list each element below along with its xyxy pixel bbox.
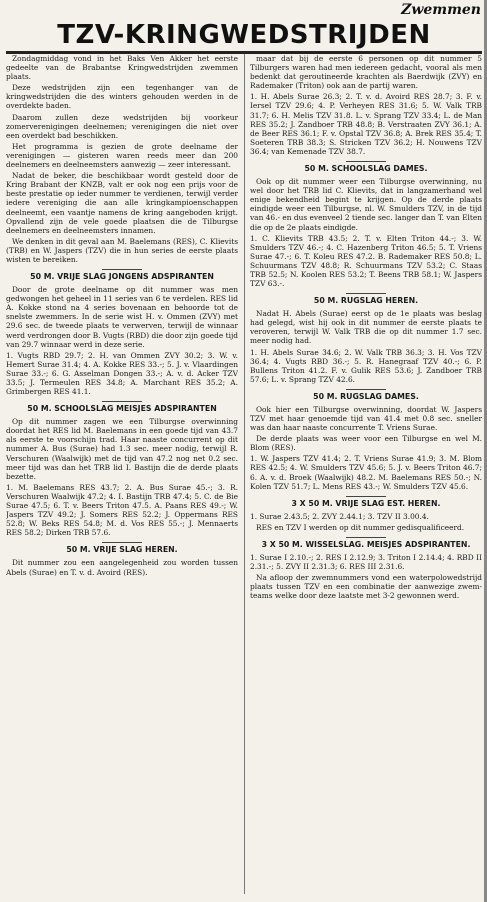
body-paragraph: RES en TZV I werden op dit nummer gedisqualificeerd. [256,522,465,532]
subheading-text: 3 X 50 M. VRIJE SLAG EST. HEREN. [291,498,441,508]
article-subheading [6,269,238,282]
body-paragraph: Ook op dit nummer weer een Tilburgse overwinning, nu wel door het TRB lid C. Klievits, dat in langzamerhand wel enige bekendheid begint te krijgen. Op de derde plaats eindigde weer een Tilburgse, nl. W. Smulders TZV, in de tijd van 46.- en dus evenveel 2 tiende sec. langer dan T. van Elten die op de 2e plaats eindigde. [250,177,482,232]
subheading-text: 50 M. VRIJE SLAG JONGENS ADSPIRANTEN [30,272,214,282]
subheading-text: 50 M. VRIJE SLAG HEREN. [66,545,178,555]
headline: TZV-KRINGWEDSTRIJDEN [57,20,431,50]
body-paragraph: maar dat bij de eerste 6 personen op dit nummer 5 Tilburgers waren had men iedereen gedacht, vooral als men bedenkt dat geroutineerde krachten als Baerdwijk (ZVY) en Rademaker (Triton) ook aan de partij waren. [250,54,482,91]
section-tag: Zwemmen [401,2,481,18]
results-paragraph: 1. Surae I 2.10.-; 2. RES I 2.12.9; 3. Triton I 2.14.4; 4. RBD II 2.31.-; 5. ZVY II 2.31.3; 6. RES III 2.31.6. [250,552,482,572]
subheading-text: 50 M. SCHOOLSLAG DAMES. [304,164,428,174]
article-subheading [250,537,482,550]
subheading-rule [346,161,386,162]
subheading-text: 50 M. SCHOOLSLAG MEISJES ADSPIRANTEN [27,404,217,414]
body-paragraph: Daarom zullen deze wedstrijden bij voorkeur zomerverenigingen deelnemen; verenigingen die niet over een overdekt bad beschikken. [6,112,238,140]
body-paragraph: Ook hier een Tilburgse overwinning, doordat W. Jaspers TZV met haar genoemde tijd van 41.4 met 0.8 sec. sneller was dan haar naaste concurrente T. Vriens Surae. [250,404,482,433]
results-paragraph: 1. Vugts RBD 29.7; 2. H. van Ommen ZVY 30.2; 3. W. v. Hemert Surae 31.4; 4. A. Kokke RES 33.-; 5. J. v. Vlaardingen Surae 33.-; 6. G. Asselman Dongen 33.-; A. v. d. Acker TZV 33.5; J. Termeulen RES 34.8; A. Marchant RES 35.2; A. Grimbergen RES 41.1. [6,350,238,397]
subheading-text: 3 X 50 M. WISSELSLAG. MEISJES ADSPIRANTEN. [261,539,471,549]
results-paragraph: 1. W. Jaspers TZV 41.4; 2. T. Vriens Surae 41.9; 3. M. Blom RES 42.5; 4. W. Smulders TZV 45.6; 5. J. v. Beers Triton 46.7; 6. A. v. d. Broek (Waalwijk) 48.2. M. Baelemans RES 50.-; N. Kolen TZV 51.7; L. Mens RES 43.-; W. Smulders TZV 45.6. [250,454,482,491]
body-paragraph: Op dit nummer zagen we een Tilburgse overwinning doordat het RES lid M. Baelemans in een goede tijd van 43.7 als eerste te voorschijn trad. Haar naaste concurrent op dit nummer A. Bus (Surae) had 1.3 sec. meer nodig, terwijl R. Verschuren (Waalwijk) met de tijd van 47.2 nog net 0.2 sec. meer tijd was dan het TRB lid I. Bastijn die de derde plaats bezette. [6,417,238,481]
body-paragraph: De derde plaats was weer voor een Tilburgse en wel M. Blom (RES). [250,434,482,453]
results-paragraph: 1. Surae 2.43.5; 2. ZVY 2.44.1; 3. TZV II 3.00.4. [250,511,429,521]
subheading-rule [346,496,386,497]
subheading-rule [346,389,386,390]
results-paragraph: 1. C. Klievits TRB 43.5; 2. T. v. Elten Triton 44.-; 3. W. Smulders TZV 46.-; 4. C. Hazenberg Triton 46.5; 5. T. Vriens Surae 47.-; 6. T. Koleu RES 47.2. B. Rademaker RES 50.8; L. Schuurmans TZV 48.8; R. Schuurmans TZV 53.2; C. Staas TRB 52.5; N. Koolen RES 53.2; T. Beens TRB 58.1; W. Jaspers TZV 63.-. [250,233,482,289]
article-subheading [250,161,482,174]
article-subheading [6,542,238,555]
subheading-rule [102,269,142,270]
body-paragraph: We denken in dit geval aan M. Baelemans (RES), C. Klievits (TRB) en W. Jaspers (TZV) die in hun series de eerste plaats wisten te bereiken. [6,236,238,264]
article-subheading [250,293,482,306]
subheading-rule [346,537,386,538]
body-paragraph: Door de grote deelname op dit nummer was men gedwongen het geheel in 11 series van 6 te verdelen. RES lid A. Kokke stond na 4 series bovenaan en behoorde tot de snelste zwemmers. In de serie wist H. v. Ommen (ZVY) met 29.6 sec. de tweede plaats te verwerven, terwijl de winnaar werd verdrongen door B. Vugts (RBD) die door zijn goede tijd van 29.7 winnaar werd in deze serie. [6,285,238,349]
results-paragraph: 1. H. Abels Surae 26.3; 2. T. v. d. Avoird RES 28.7; 3. F. v. Iersel TZV 29.6; 4. P. Verheyen RES 31.6; 5. W. Valk TRB 31.7; 6. H. Melis TZV 31.8. L. v. Sprang TZV 33.4; L. de Man RES 35.2; J. Zandboer TRB 48.8; B. Verstraaten ZVY 36.1; A. de Beer RES 36.1; F. v. Opstal TZV 36.8; A. Brek RES 35.4; T. Soeteren TRB 38.3; S. Stricken TZV 36.2; H. Nouwens TZV 36.4; van Kemenade TZV 38.7. [250,92,482,156]
body-paragraph: Na afloop der zwemnummers vond een waterpolowedstrijd plaats tussen TZV en een combinatie der aanwezige zwem-teams welke door deze laatste met 3-2 gewonnen werd. [250,573,482,601]
subheading-text: 50 M. RUGSLAG HEREN. [313,296,419,306]
body-paragraph: Het programma is gezien de grote deelname der verenigingen — gisteren waren reeds meer dan 200 deelnemers en deelneemsters aanwezig — zeer interessant. [6,141,238,170]
article-subheading [250,389,482,402]
column-divider [244,54,245,894]
body-paragraph: Nadat de beker, die beschikbaar wordt gesteld door de Kring Brabant der KNZB, valt er ook nog een prijs voor de beste prestatie op ieder nummer te verdienen, terwijl verder iedere vereniging die aan alle kringkampioenschappen deelneemt, een vaantje namens de kring aangeboden krijgt. Opvallend zijn de vele goede plaatsen die de Tilburgse deelnemers en deelneemsters innamen. [6,171,238,235]
left-column [6,54,238,894]
body-paragraph: Zondagmiddag vond in het Baks Ven Akker het eerste gedeelte van de Brabantse Kringwedstrijden zwemmen plaats. [6,54,238,82]
results-paragraph: 1. H. Abels Surae 34.6; 2. W. Valk TRB 36.3; 3. H. Vos TZV 36.4; 4. Vugts RBD 36.-; 5. R. Hanegraaf TZV 40.-; 6. P. Bullens Triton 41.2. F. v. Gulik RES 53.6; J. Zandboer TRB 57.6; L. v. Sprang TZV 42.6. [250,347,482,384]
body-paragraph: Deze wedstrijden zijn een tegenhanger van de kringwedstrijden die des winters gehouden werden in de overdekte baden. [6,83,238,111]
body-paragraph: Nadat H. Abels (Surae) eerst op de 1e plaats was beslag had gelegd, wist hij ook in dit nummer de eerste plaats te veroveren, terwijl W. Valk TRB die op dit nummer 1.7 sec. meer nodig had. [250,309,482,346]
subheading-rule [102,401,142,402]
subheading-text: 50 M. RUGSLAG DAMES. [313,391,419,401]
subheading-rule [346,293,386,294]
results-paragraph: 1. M. Baelemans RES 43.7; 2. A. Bus Surae 45.-; 3. R. Verschuren Waalwijk 47.2; 4. I. Bastijn TRB 47.4; 5. C. de Bie Surae 47.5; 6. T. v. Beers Triton 47.5. A. Paans RES 49.-; W. Jaspers TZV 49.2; J. Somers RES 52.2; J. Oppermans RES 52.8; W. Beks RES 54.8; M. d. Vos RES 55.-; J. Mennaerts RES 58.2; Dirken TRB 57.6. [6,482,238,538]
subheading-rule [102,542,142,543]
right-column [250,54,482,894]
article-subheading [250,496,482,509]
body-paragraph: Dit nummer zou een aangelegenheid zou worden tussen Abels (Surae) en T. v. d. Avoird (RES). [6,558,238,577]
article-subheading [6,401,238,414]
